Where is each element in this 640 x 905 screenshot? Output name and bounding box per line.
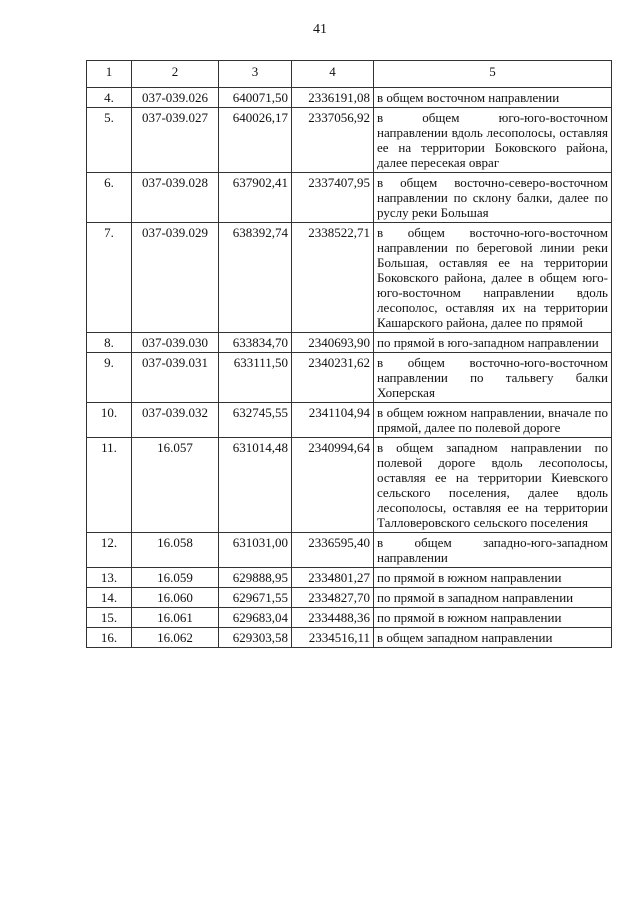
- boundary-description: в общем западном направлении: [374, 628, 612, 648]
- coordinate-y: 2338522,71: [292, 223, 374, 333]
- coordinate-x: 629671,55: [219, 588, 292, 608]
- row-number: 4.: [87, 88, 132, 108]
- boundary-description: по прямой в юго-западном направлении: [374, 333, 612, 353]
- coordinate-y: 2336595,40: [292, 533, 374, 568]
- boundary-points-table: [86, 60, 612, 648]
- point-code: 16.058: [132, 533, 219, 568]
- row-number: 6.: [87, 173, 132, 223]
- row-number: 8.: [87, 333, 132, 353]
- boundary-description: по прямой в южном направлении: [374, 608, 612, 628]
- point-code: 16.059: [132, 568, 219, 588]
- coordinate-x: 633111,50: [219, 353, 292, 403]
- boundary-description: по прямой в западном направлении: [374, 588, 612, 608]
- row-number: 10.: [87, 403, 132, 438]
- header-col-3: 3: [219, 61, 292, 88]
- boundary-description: в общем восточно-юго-восточном направлении по береговой линии реки Большая, оставляя ее на территории Боковского района, далее в общем юго-юго-восточном направлении вдоль лесополос, оставляя их на территории Кашарского района, далее по прямой: [374, 223, 612, 333]
- coordinate-x: 629683,04: [219, 608, 292, 628]
- table-row: [87, 333, 612, 353]
- table-header: [87, 61, 612, 88]
- coordinate-x: 631014,48: [219, 438, 292, 533]
- coordinate-y: 2340693,90: [292, 333, 374, 353]
- coordinate-y: 2334516,11: [292, 628, 374, 648]
- point-code: 037-039.029: [132, 223, 219, 333]
- point-code: 037-039.026: [132, 88, 219, 108]
- table-body: [87, 88, 612, 648]
- row-number: 14.: [87, 588, 132, 608]
- coordinate-y: 2337407,95: [292, 173, 374, 223]
- coordinate-x: 637902,41: [219, 173, 292, 223]
- header-col-5: 5: [374, 61, 612, 88]
- boundary-description: в общем южном направлении, вначале по прямой, далее по полевой дороге: [374, 403, 612, 438]
- boundary-description: по прямой в южном направлении: [374, 568, 612, 588]
- table-row: [87, 438, 612, 533]
- coordinate-y: 2340231,62: [292, 353, 374, 403]
- coordinate-x: 633834,70: [219, 333, 292, 353]
- boundary-description: в общем юго-юго-восточном направлении вдоль лесополосы, оставляя ее на территории Боковского района, далее пересекая овраг: [374, 108, 612, 173]
- coordinate-y: 2334827,70: [292, 588, 374, 608]
- table-row: [87, 223, 612, 333]
- coordinate-y: 2341104,94: [292, 403, 374, 438]
- row-number: 7.: [87, 223, 132, 333]
- row-number: 9.: [87, 353, 132, 403]
- coordinate-x: 640026,17: [219, 108, 292, 173]
- point-code: 037-039.032: [132, 403, 219, 438]
- coordinate-y: 2334488,36: [292, 608, 374, 628]
- table-row: [87, 588, 612, 608]
- boundary-description: в общем восточном направлении: [374, 88, 612, 108]
- table-row: [87, 88, 612, 108]
- coordinate-x: 629888,95: [219, 568, 292, 588]
- table-row: [87, 568, 612, 588]
- table-row: [87, 608, 612, 628]
- header-row: [87, 61, 612, 88]
- boundary-description: в общем западном направлении по полевой дороге вдоль лесополосы, оставляя ее на территории Киевского сельского поселения, далее вдоль лесополосы, оставляя ее на территории Талловеровского сельского поселения: [374, 438, 612, 533]
- header-col-1: 1: [87, 61, 132, 88]
- table-row: [87, 628, 612, 648]
- coordinate-y: 2334801,27: [292, 568, 374, 588]
- row-number: 11.: [87, 438, 132, 533]
- boundary-description: в общем западно-юго-западном направлении: [374, 533, 612, 568]
- table-row: [87, 403, 612, 438]
- point-code: 037-039.030: [132, 333, 219, 353]
- table-row: [87, 173, 612, 223]
- row-number: 5.: [87, 108, 132, 173]
- row-number: 15.: [87, 608, 132, 628]
- point-code: 16.062: [132, 628, 219, 648]
- point-code: 16.061: [132, 608, 219, 628]
- row-number: 12.: [87, 533, 132, 568]
- point-code: 037-039.031: [132, 353, 219, 403]
- coordinate-x: 640071,50: [219, 88, 292, 108]
- coordinate-x: 632745,55: [219, 403, 292, 438]
- row-number: 16.: [87, 628, 132, 648]
- coordinate-y: 2337056,92: [292, 108, 374, 173]
- header-col-4: 4: [292, 61, 374, 88]
- coordinate-x: 638392,74: [219, 223, 292, 333]
- table-row: [87, 533, 612, 568]
- boundary-description: в общем восточно-северо-восточном направлении по склону балки, далее по руслу реки Большая: [374, 173, 612, 223]
- coordinate-y: 2336191,08: [292, 88, 374, 108]
- coordinate-x: 629303,58: [219, 628, 292, 648]
- point-code: 16.057: [132, 438, 219, 533]
- table-row: [87, 108, 612, 173]
- header-col-2: 2: [132, 61, 219, 88]
- table-row: [87, 353, 612, 403]
- boundary-description: в общем восточно-юго-восточном направлении по тальвегу балки Хоперская: [374, 353, 612, 403]
- point-code: 037-039.027: [132, 108, 219, 173]
- page-number: 41: [313, 22, 327, 37]
- point-code: 037-039.028: [132, 173, 219, 223]
- point-code: 16.060: [132, 588, 219, 608]
- row-number: 13.: [87, 568, 132, 588]
- coordinate-y: 2340994,64: [292, 438, 374, 533]
- coordinate-x: 631031,00: [219, 533, 292, 568]
